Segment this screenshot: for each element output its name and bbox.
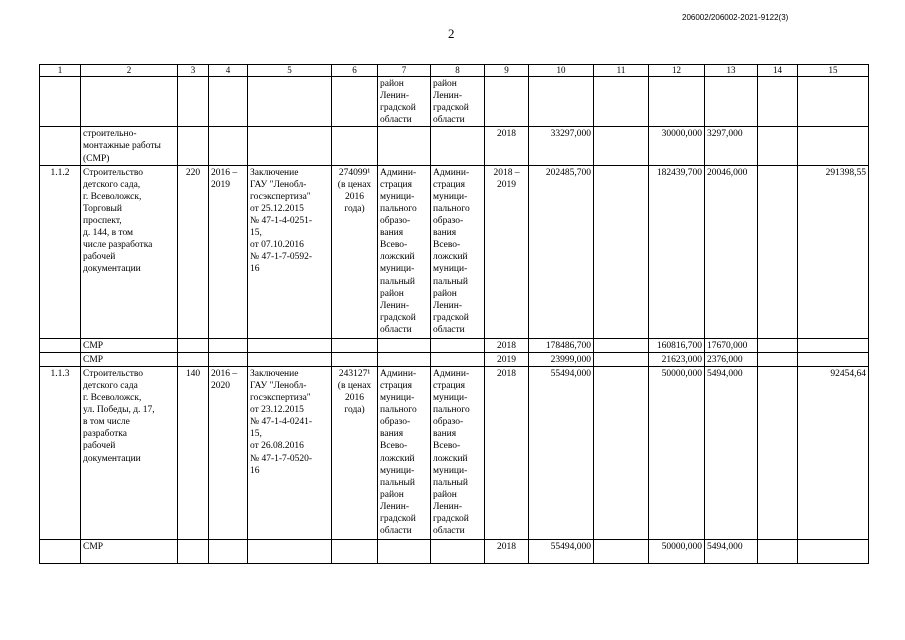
cell-regional-amount: 30000,000 bbox=[649, 127, 705, 165]
investment-objects-table bbox=[39, 64, 869, 564]
cell-empty bbox=[758, 539, 798, 563]
cell-empty bbox=[248, 127, 332, 165]
column-number: 3 bbox=[178, 65, 209, 77]
column-number: 13 bbox=[705, 65, 758, 77]
cell-object-name: Строительство детского сада, г. Всеволожск, Торговый проспект, д. 144, в том числе разработка рабочей документации bbox=[81, 165, 178, 338]
table-row-smr bbox=[40, 539, 869, 563]
cell-empty bbox=[758, 366, 798, 539]
cell-empty bbox=[758, 352, 798, 366]
cell-empty bbox=[178, 338, 209, 352]
cell-customer: район Ленин- градской области bbox=[378, 77, 431, 127]
cell-local-amount: 5494,000 bbox=[705, 366, 758, 539]
cell-total-amount: 55494,000 bbox=[529, 539, 594, 563]
cell-empty bbox=[705, 77, 758, 127]
cell-empty bbox=[378, 352, 431, 366]
cell-empty bbox=[209, 127, 248, 165]
cell-year: 2018 bbox=[485, 539, 529, 563]
cell-empty bbox=[248, 77, 332, 127]
cell-empty bbox=[332, 352, 378, 366]
cell-empty bbox=[81, 77, 178, 127]
cell-empty bbox=[209, 338, 248, 352]
cell-regional-amount: 160816,700 bbox=[649, 338, 705, 352]
cell-total-amount: 23999,000 bbox=[529, 352, 594, 366]
cell-empty bbox=[798, 338, 869, 352]
cell-empty bbox=[594, 77, 649, 127]
column-number: 8 bbox=[431, 65, 485, 77]
cell-empty bbox=[378, 539, 431, 563]
cell-object-name: СМР bbox=[81, 352, 178, 366]
cell-year: 2018 bbox=[485, 366, 529, 539]
table-row-continuation bbox=[40, 77, 869, 127]
table-row-object-1-1-2 bbox=[40, 165, 869, 338]
cell-empty bbox=[378, 338, 431, 352]
cell-item-number: 1.1.3 bbox=[40, 366, 81, 539]
cell-local-amount: 3297,000 bbox=[705, 127, 758, 165]
column-number: 4 bbox=[209, 65, 248, 77]
cell-empty bbox=[248, 352, 332, 366]
cell-empty bbox=[431, 539, 485, 563]
cell-estimated-cost: 274099¹ (в ценах 2016 года) bbox=[332, 165, 378, 338]
cell-empty bbox=[332, 127, 378, 165]
cell-empty bbox=[248, 338, 332, 352]
cell-remaining-cost: 291398,55 bbox=[798, 165, 869, 338]
table-row-smr bbox=[40, 127, 869, 165]
cell-regional-amount: 50000,000 bbox=[649, 539, 705, 563]
cell-empty bbox=[431, 127, 485, 165]
cell-empty bbox=[798, 352, 869, 366]
cell-object-name: СМР bbox=[81, 338, 178, 352]
cell-empty bbox=[40, 352, 81, 366]
column-number: 10 bbox=[529, 65, 594, 77]
cell-empty bbox=[332, 539, 378, 563]
cell-year: 2018 bbox=[485, 127, 529, 165]
cell-capacity: 220 bbox=[178, 165, 209, 338]
column-number: 12 bbox=[649, 65, 705, 77]
cell-regional-amount: 50000,000 bbox=[649, 366, 705, 539]
cell-customer: Админи- страция муници- пального образо- вания Всево- ложский муници- пальный район Ленин- градской области bbox=[378, 366, 431, 539]
cell-year: 2019 bbox=[485, 352, 529, 366]
column-number: 9 bbox=[485, 65, 529, 77]
cell-expertise-conclusion: Заключение ГАУ "Ленобл- госэкспертиза" от 23.12.2015 № 47-1-4-0241- 15, от 26.08.2016 № 47-1-7-0520- 16 bbox=[248, 366, 332, 539]
cell-local-amount: 2376,000 bbox=[705, 352, 758, 366]
cell-regional-amount: 182439,700 bbox=[649, 165, 705, 338]
cell-empty bbox=[594, 338, 649, 352]
cell-empty bbox=[649, 77, 705, 127]
cell-estimated-cost: 243127¹ (в ценах 2016 года) bbox=[332, 366, 378, 539]
cell-empty bbox=[178, 539, 209, 563]
cell-local-amount: 17670,000 bbox=[705, 338, 758, 352]
column-number-row bbox=[40, 65, 869, 77]
cell-empty bbox=[594, 366, 649, 539]
cell-empty bbox=[529, 77, 594, 127]
column-number: 15 bbox=[798, 65, 869, 77]
cell-year: 2018 bbox=[485, 338, 529, 352]
cell-developer: район Ленин- градской области bbox=[431, 77, 485, 127]
cell-empty bbox=[758, 165, 798, 338]
cell-expertise-conclusion: Заключение ГАУ "Ленобл- госэкспертиза" от 25.12.2015 № 47-1-4-0251- 15, от 07.10.2016 № 47-1-7-0592- 16 bbox=[248, 165, 332, 338]
document-registration-number: 206002/206002-2021-9122(3) bbox=[682, 13, 789, 22]
table-row-smr bbox=[40, 338, 869, 352]
cell-empty bbox=[594, 165, 649, 338]
cell-empty bbox=[798, 539, 869, 563]
cell-empty bbox=[178, 127, 209, 165]
column-number: 11 bbox=[594, 65, 649, 77]
cell-total-amount: 202485,700 bbox=[529, 165, 594, 338]
cell-remaining-cost: 92454,64 bbox=[798, 366, 869, 539]
table-row-object-1-1-3 bbox=[40, 366, 869, 539]
cell-object-name: строительно- монтажные работы (СМР) bbox=[81, 127, 178, 165]
cell-empty bbox=[209, 539, 248, 563]
cell-empty bbox=[178, 352, 209, 366]
cell-customer: Админи- страция муници- пального образо- вания Всево- ложский муници- пальный район Ленин- градской области bbox=[378, 165, 431, 338]
column-number: 6 bbox=[332, 65, 378, 77]
cell-empty bbox=[40, 338, 81, 352]
cell-period: 2016 – 2020 bbox=[209, 366, 248, 539]
page-number: 2 bbox=[448, 26, 455, 41]
cell-empty bbox=[431, 352, 485, 366]
column-number: 14 bbox=[758, 65, 798, 77]
cell-empty bbox=[758, 127, 798, 165]
cell-empty bbox=[758, 77, 798, 127]
cell-total-amount: 55494,000 bbox=[529, 366, 594, 539]
cell-total-amount: 33297,000 bbox=[529, 127, 594, 165]
column-number: 1 bbox=[40, 65, 81, 77]
cell-empty bbox=[40, 127, 81, 165]
cell-object-name: Строительство детского сада г. Всеволожск, ул. Победы, д. 17, в том числе разработка рабочей документации bbox=[81, 366, 178, 539]
cell-empty bbox=[798, 127, 869, 165]
cell-empty bbox=[332, 77, 378, 127]
cell-empty bbox=[248, 539, 332, 563]
cell-empty bbox=[209, 77, 248, 127]
cell-empty bbox=[178, 77, 209, 127]
cell-empty bbox=[40, 539, 81, 563]
cell-empty bbox=[431, 338, 485, 352]
cell-capacity: 140 bbox=[178, 366, 209, 539]
column-number: 5 bbox=[248, 65, 332, 77]
cell-empty bbox=[378, 127, 431, 165]
cell-regional-amount: 21623,000 bbox=[649, 352, 705, 366]
cell-year: 2018 – 2019 bbox=[485, 165, 529, 338]
cell-empty bbox=[332, 338, 378, 352]
cell-item-number: 1.1.2 bbox=[40, 165, 81, 338]
cell-empty bbox=[798, 77, 869, 127]
cell-empty bbox=[594, 539, 649, 563]
cell-local-amount: 5494,000 bbox=[705, 539, 758, 563]
cell-object-name: СМР bbox=[81, 539, 178, 563]
cell-empty bbox=[40, 77, 81, 127]
cell-empty bbox=[485, 77, 529, 127]
cell-period: 2016 – 2019 bbox=[209, 165, 248, 338]
cell-developer: Админи- страция муници- пального образо- вания Всево- ложский муници- пальный район Ленин- градской области bbox=[431, 366, 485, 539]
cell-empty bbox=[758, 338, 798, 352]
cell-total-amount: 178486,700 bbox=[529, 338, 594, 352]
cell-empty bbox=[209, 352, 248, 366]
cell-developer: Админи- страция муници- пального образо- вания Всево- ложский муници- пальный район Ленин- градской области bbox=[431, 165, 485, 338]
cell-local-amount: 20046,000 bbox=[705, 165, 758, 338]
column-number: 7 bbox=[378, 65, 431, 77]
cell-empty bbox=[594, 352, 649, 366]
cell-empty bbox=[594, 127, 649, 165]
column-number: 2 bbox=[81, 65, 178, 77]
table-row-smr bbox=[40, 352, 869, 366]
